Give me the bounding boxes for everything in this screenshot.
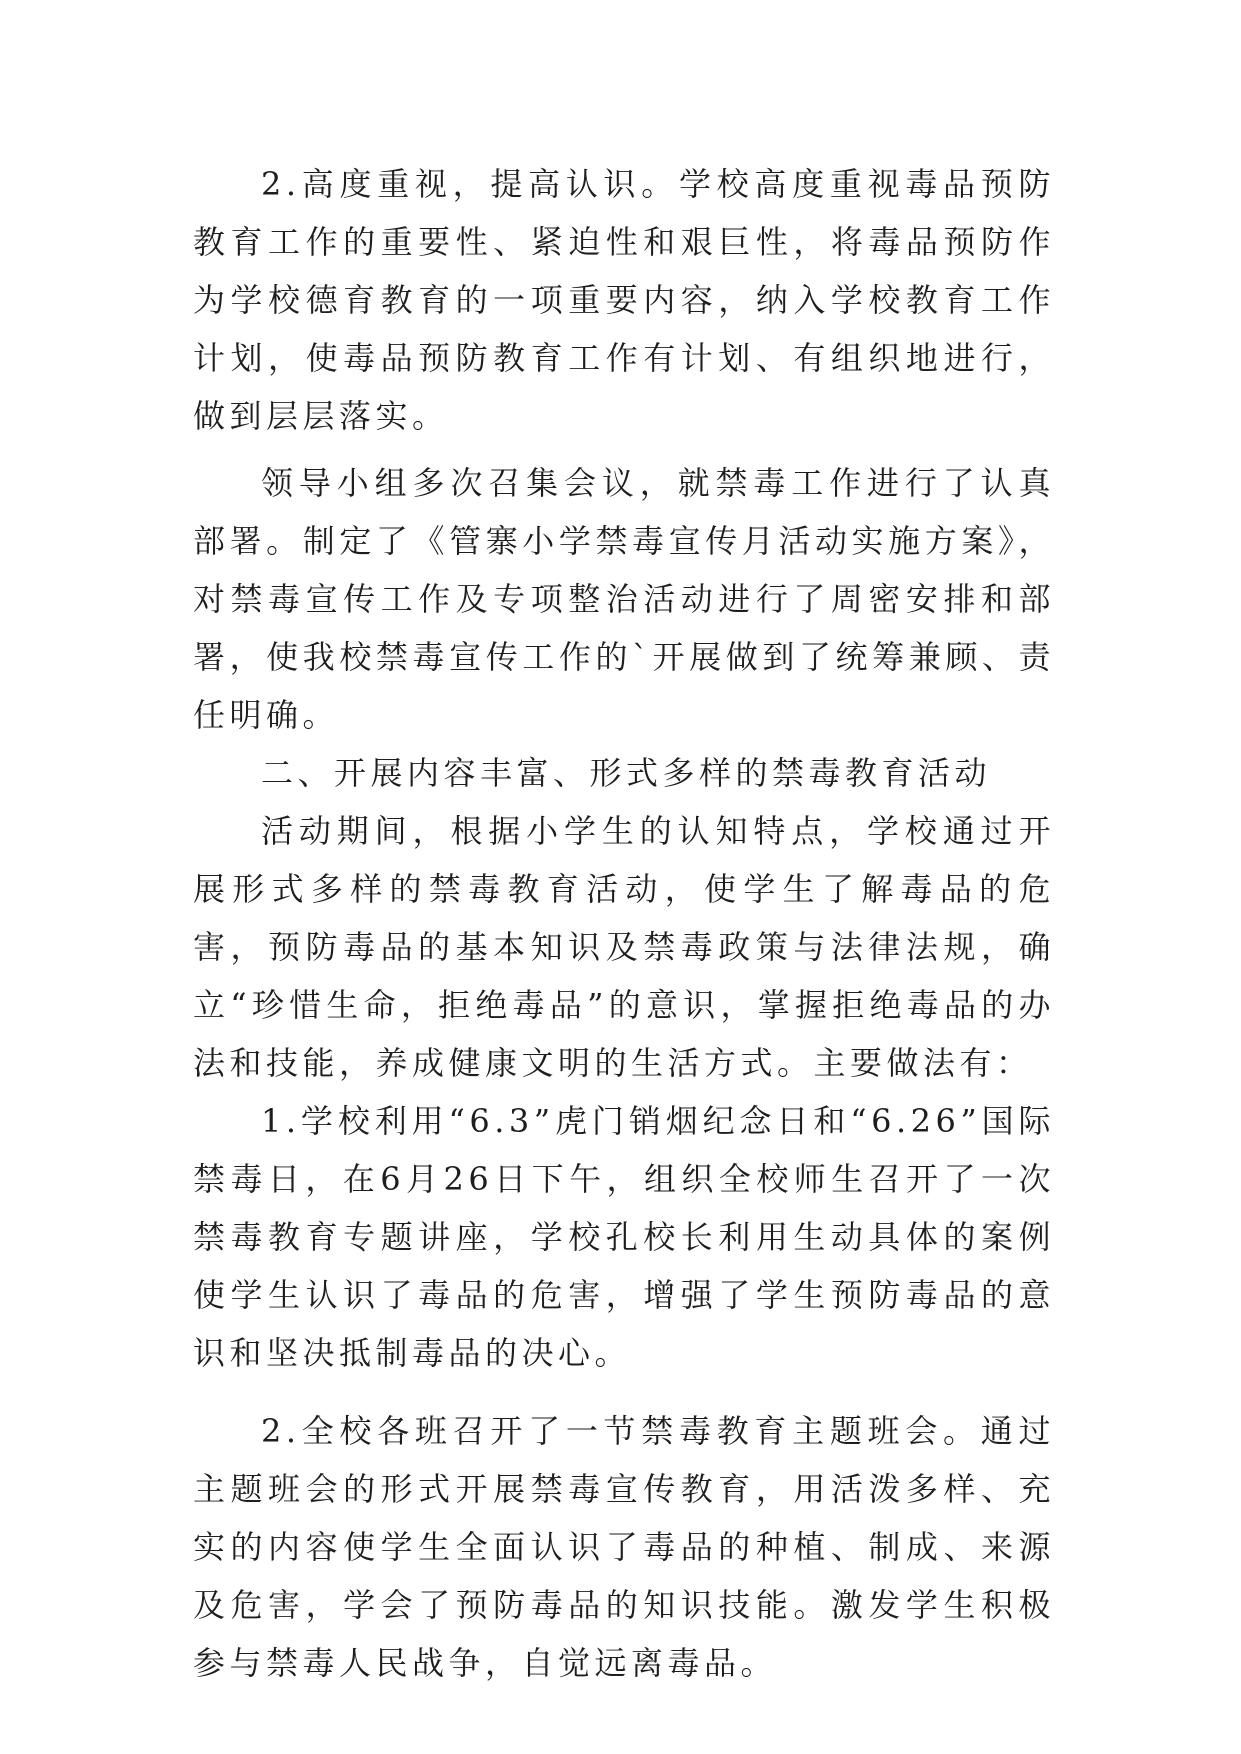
section-heading-activities: 二、开展内容丰富、形式多样的禁毒教育活动 bbox=[261, 754, 992, 792]
paragraph-class-meeting: 2.全校各班召开了一节禁毒教育主题班会。通过主题班会的形式开展禁毒宣传教育，用活泼多样、充实的内容使学生全面认识了毒品的种植、制成、来源及危害，学会了预防毒品的知识技能。激发学生积极参与禁毒人民战争，自觉远离毒品。 bbox=[193, 1412, 1055, 1682]
paragraph-activity-period: 活动期间，根据小学生的认知特点，学校通过开展形式多样的禁毒教育活动，使学生了解毒品的危害，预防毒品的基本知识及禁毒政策与法律法规，确立“珍惜生命，拒绝毒品”的意识，掌握拒绝毒品的办法和技能，养成健康文明的生活方式。主要做法有： bbox=[193, 812, 1055, 1082]
paragraph-leadership-meetings: 领导小组多次召集会议，就禁毒工作进行了认真部署。制定了《管寨小学禁毒宣传月活动实施方案》，对禁毒宣传工作及专项整治活动进行了周密安排和部署，使我校禁毒宣传工作的`开展做到了统筹兼顾、责任明确。 bbox=[193, 464, 1055, 734]
paragraph-importance: 2.高度重视，提高认识。学校高度重视毒品预防教育工作的重要性、紧迫性和艰巨性，将毒品预防作为学校德育教育的一项重要内容，纳入学校教育工作计划，使毒品预防教育工作有计划、有组织地进行，做到层层落实。 bbox=[193, 165, 1055, 435]
document-body bbox=[193, 155, 1055, 1692]
paragraph-lecture: 1.学校利用“6.3”虎门销烟纪念日和“6.26”国际禁毒日，在6月26日下午，组织全校师生召开了一次禁毒教育专题讲座，学校孔校长利用生动具体的案例使学生认识了毒品的危害，增强了学生预防毒品的意识和坚决抵制毒品的决心。 bbox=[193, 1102, 1055, 1372]
